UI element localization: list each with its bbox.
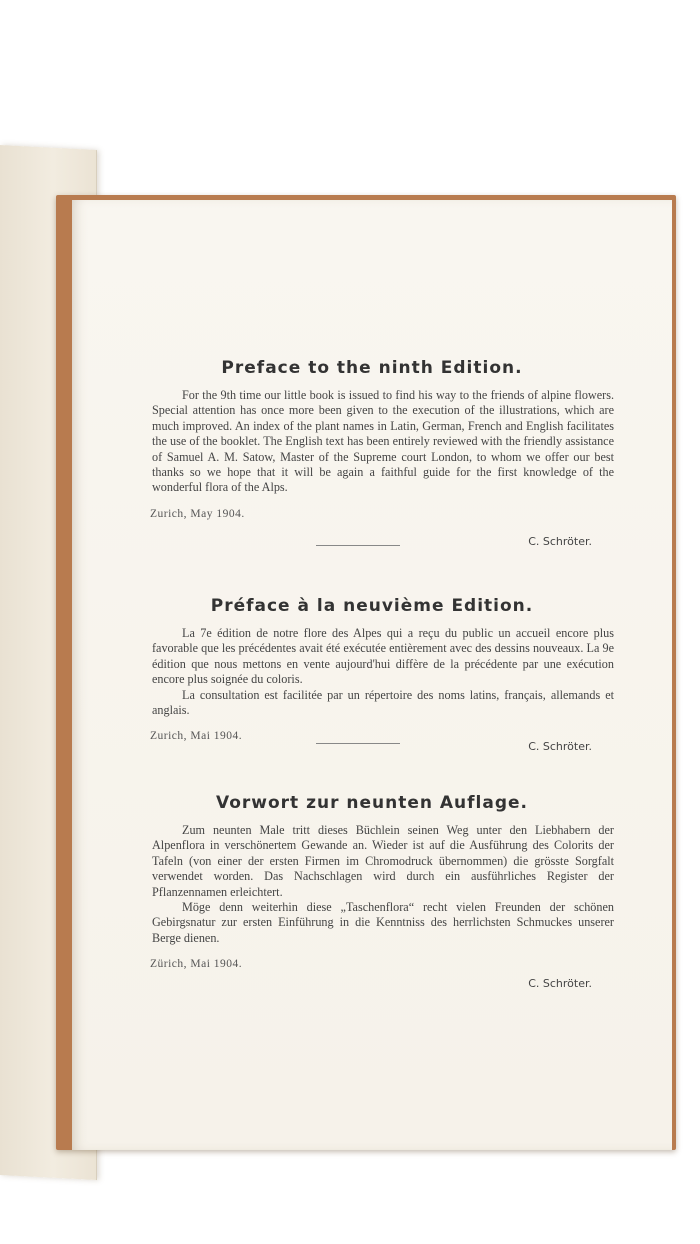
paragraph bbox=[72, 823, 672, 900]
place-date: Zurich, May 1904. bbox=[150, 507, 245, 520]
place-date: Zurich, Mai 1904. bbox=[150, 730, 243, 743]
divider bbox=[316, 545, 400, 546]
paragraph bbox=[72, 388, 672, 496]
paragraph bbox=[72, 900, 672, 946]
paragraph-text: La 7e édition de notre flore des Alpes qui a reçu du public un accueil encore plus favorable que les précédentes avait été exécutée entièrement avec des dessins nouveaux. La 9e édition que nous mettons en vente aujourd'hui diffère de la précédente par une exécution encore plus soignée du coloris. bbox=[152, 626, 614, 687]
place-date: Zürich, Mai 1904. bbox=[150, 958, 243, 971]
paragraph-text: Möge denn weiterhin diese „Taschenflora“ recht vielen Freunden der schönen Gebirgsnatur zur ersten Einführung in die Kenntniss des herrlichsten Schmuckes unserer Berge dienen. bbox=[152, 900, 614, 945]
paragraph-text: For the 9th time our little book is issued to find his way to the friends of alpine flowers. Special attention has once more been given to the execution of the illustrations, which are much improved. An index of the plant names in Latin, German, French and English facilitates the use of the booklet. The English text has been entirely reviewed with the friendly assistance of Samuel A. M. Satow, Master of the Supreme court London, to whom we offer our best thanks so we hope that it will be again a faithful guide for the first knowledge of the wonderful flora of the Alps. bbox=[152, 388, 614, 495]
divider bbox=[316, 743, 400, 744]
signature: C. Schröter. bbox=[528, 977, 592, 990]
paragraph-text: La consultation est facilitée par un répertoire des noms latins, français, allemands et anglais. bbox=[152, 687, 614, 718]
section-title: Préface à la neuvième Edition. bbox=[210, 596, 534, 616]
preface-english bbox=[72, 358, 672, 520]
paragraph bbox=[72, 688, 672, 719]
paragraph-text: Zum neunten Male tritt dieses Büchlein seinen Weg unter den Liebhabern der Alpenflora in verschönertem Gewande an. Wieder ist auf die Ausführung des Colorits der Tafeln (von einer der ersten Firmen im Chromodruck übernommen) die grösste Sorgfalt verwendet worden. Das Nachschlagen wird durch ein ausführliches Register der Pflanzennamen erleichtert. bbox=[152, 823, 614, 899]
paragraph bbox=[72, 626, 672, 688]
signature: C. Schröter. bbox=[528, 740, 592, 753]
section-title: Vorwort zur neunten Auflage. bbox=[215, 793, 529, 813]
preface-german bbox=[72, 793, 672, 970]
book-page bbox=[72, 200, 672, 1150]
signature: C. Schröter. bbox=[528, 535, 592, 548]
section-title: Preface to the ninth Edition. bbox=[221, 358, 523, 378]
preface-french bbox=[72, 596, 672, 742]
